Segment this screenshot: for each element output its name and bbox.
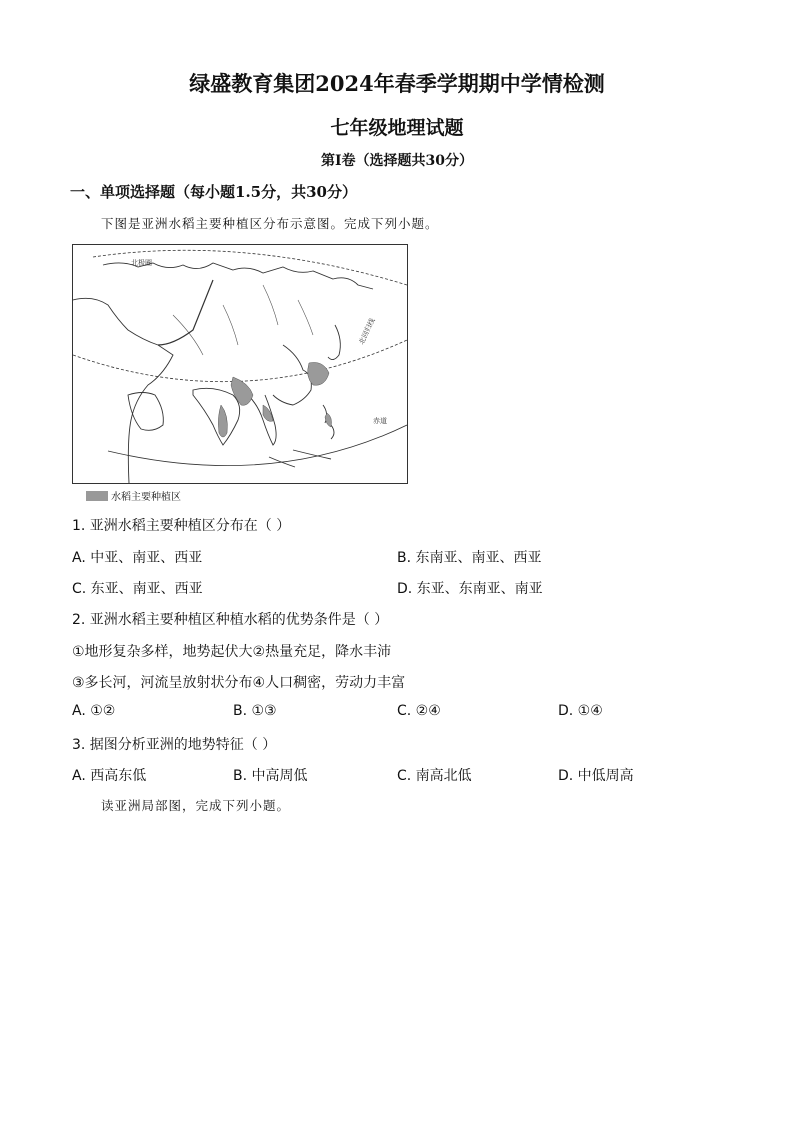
question-2-option-b[interactable]: B. ①③ <box>233 703 277 719</box>
rice-area-india <box>218 405 227 437</box>
question-2-option-a[interactable]: A. ①② <box>72 703 116 719</box>
label-arctic-circle: 北极圈 <box>131 259 152 267</box>
east-coast <box>273 345 311 405</box>
paper-part-title: 第Ⅰ卷（选择题共30分） <box>320 153 474 169</box>
question-2-condition-line-1: ①地形复杂多样，地势起伏大②热量充足，降水丰沛 <box>72 644 392 660</box>
tropic-line <box>73 340 407 382</box>
question-3-option-b[interactable]: B. 中高周低 <box>233 768 308 784</box>
rivers <box>173 285 313 355</box>
exam-subtitle: 七年级地理试题 <box>330 117 464 139</box>
border-line <box>158 280 213 345</box>
rice-area-ganges <box>231 377 253 405</box>
question-1-option-a[interactable]: A. 中亚、南亚、西亚 <box>72 550 203 566</box>
equator-line <box>108 425 407 466</box>
question-3-option-a[interactable]: A. 西高东低 <box>72 768 147 784</box>
next-question-intro: 读亚洲局部图，完成下列小题。 <box>101 798 291 813</box>
west-coast <box>73 298 173 483</box>
legend-label: 水稻主要种植区 <box>111 492 181 503</box>
question-1-option-c[interactable]: C. 东亚、南亚、西亚 <box>72 581 203 597</box>
map-graphic <box>73 245 407 483</box>
question-1-option-d[interactable]: D. 东亚、东南亚、南亚 <box>397 581 543 597</box>
question-intro: 下图是亚洲水稻主要种植区分布示意图。完成下列小题。 <box>101 216 439 231</box>
question-1-stem: 1. 亚洲水稻主要种植区分布在（ ） <box>72 518 291 534</box>
question-2-option-d[interactable]: D. ①④ <box>558 703 603 719</box>
question-3-stem: 3. 据图分析亚洲的地势特征（ ） <box>72 737 277 753</box>
question-2-option-c[interactable]: C. ②④ <box>397 703 441 719</box>
question-3-option-d[interactable]: D. 中低周高 <box>558 768 634 784</box>
exam-title: 绿盛教育集团2024年春季学期期中学情检测 <box>189 71 605 96</box>
section-heading: 一、单项选择题（每小题1.5分，共30分） <box>70 183 357 201</box>
legend-swatch <box>86 491 108 501</box>
rice-area-china <box>308 362 329 385</box>
asia-rice-map <box>72 244 408 484</box>
arctic-circle-line <box>93 250 407 285</box>
rice-area-philippines <box>325 413 332 427</box>
label-tropic: 北回归线 <box>357 317 377 346</box>
question-3-option-c[interactable]: C. 南高北低 <box>397 768 472 784</box>
label-equator: 赤道 <box>373 417 387 425</box>
japan-islands <box>328 325 340 360</box>
island-chain <box>269 405 334 467</box>
indian-subcontinent <box>193 388 240 445</box>
question-2-stem: 2. 亚洲水稻主要种植区种植水稻的优势条件是（ ） <box>72 612 389 628</box>
map-legend <box>86 488 181 503</box>
question-2-condition-line-2: ③多长河，河流呈放射状分布④人口稠密，劳动力丰富 <box>72 675 406 691</box>
question-1-option-b[interactable]: B. 东南亚、南亚、西亚 <box>397 550 542 566</box>
